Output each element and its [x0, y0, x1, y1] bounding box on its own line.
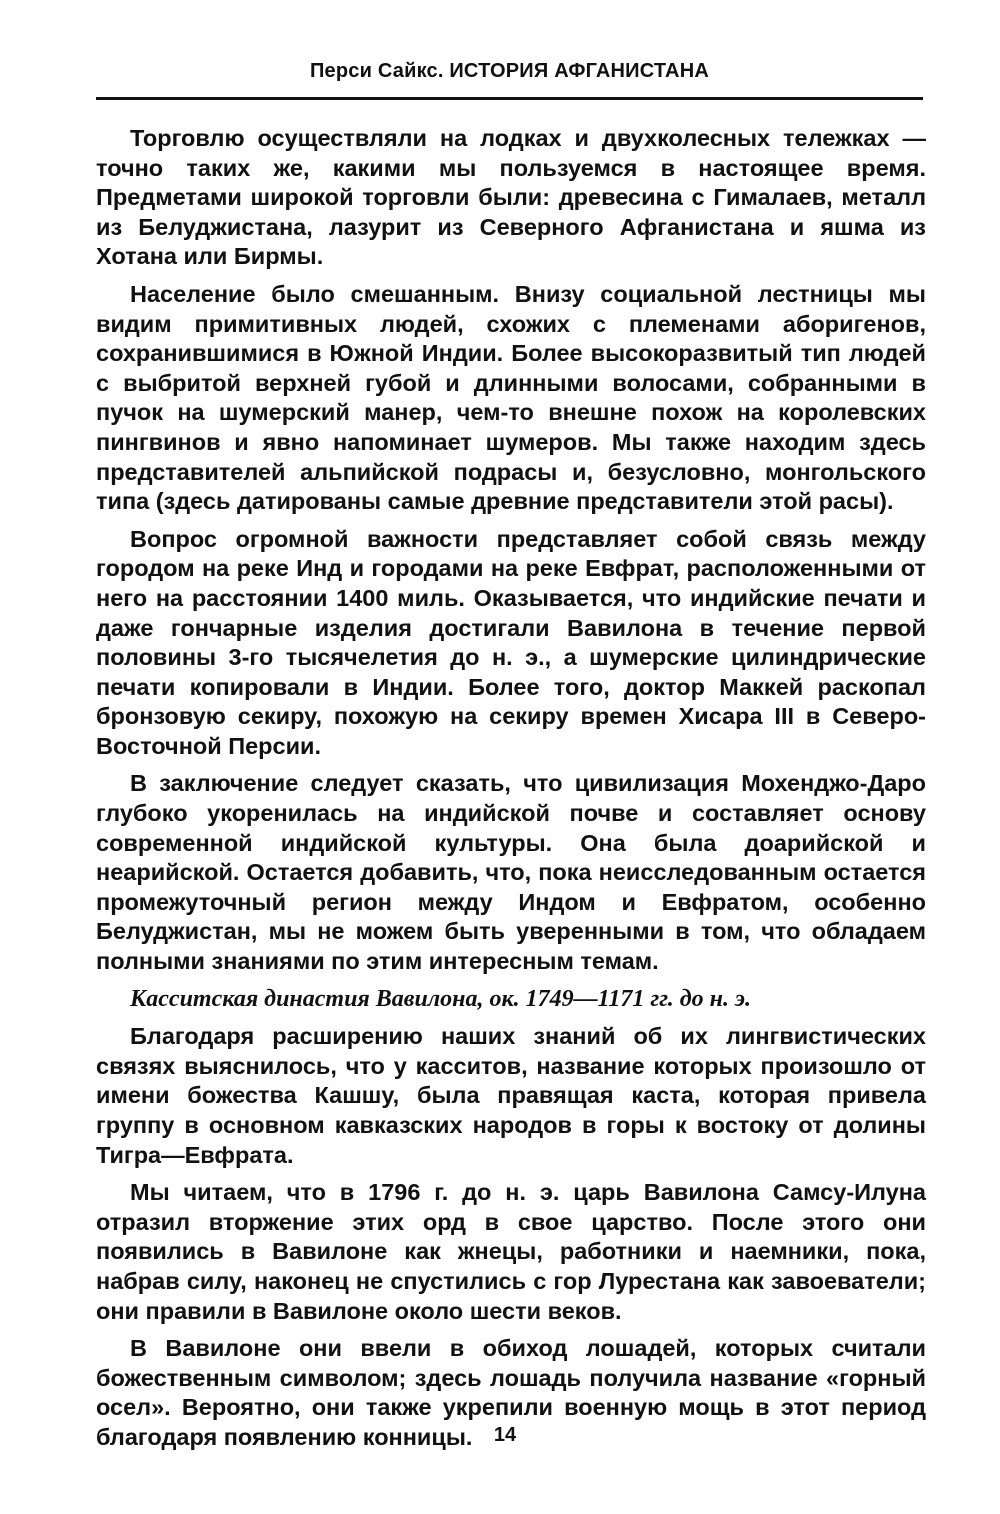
paragraph-horses: В Вавилоне они ввели в обиход лошадей, которых считали божественным символом; здесь лошадь получила название «горный осел». Вероятно, они также укрепили военную мощь в этот период благодаря появлению конницы. — [96, 1335, 926, 1450]
paragraph-indus-euphrates: Вопрос огромной важности представляет собой связь между городом на реке Инд и городами на реке Евфрат, расположенными от него на расстоянии 1400 миль. Оказывается, что индийские печати и даже гончарные изделия достигали Вавилона в течение первой половины 3-го тысячелетия до н. э., а шумерские цилиндрические печати копировали в Индии. Более того, доктор Маккей раскопал бронзовую секиру, похожую на секиру времен Хисара III в Северо-Восточной Персии. — [96, 525, 926, 759]
section-heading: Касситская династия Вавилона, ок. 1749—1171 гг. до н. э. — [130, 985, 751, 1012]
paragraph-population: Население было смешанным. Внизу социальной лестницы мы видим примитивных людей, схожих с племенами аборигенов, сохранившимися в Южной Индии. Более высокоразвитый тип людей с выбритой верхней губой и длинными волосами, собранными в пучок на шумерский манер, чем-то внешне похож на королевских пингвинов и явно напоминает шумеров. Мы также находим здесь представителей альпийской подрасы и, безусловно, монгольского типа (здесь датированы самые древние представители этой расы). — [96, 280, 926, 515]
paragraph-samsu-iluna: Мы читаем, что в 1796 г. до н. э. царь Вавилона Самсу-Илуна отразил вторжение этих орд в свое царство. После этого они появились в Вавилоне как жнецы, работники и наемники, пока, набрав силу, наконец не спустились с гор Лурестана как завоеватели; они правили в Вавилоне около шести веков. — [96, 1179, 926, 1324]
running-header: Перси Сайкс. ИСТОРИЯ АФГАНИСТАНА — [309, 60, 709, 82]
header-rule — [96, 97, 923, 100]
main-text — [96, 124, 926, 1461]
paragraph-kassites-origin: Благодаря расширению наших знаний об их лингвистических связях выяснилось, что у касситов, название которых произошло от имени божества Кашшу, была правящая каста, которая привела группу в основном кавказских народов в горы к востоку от долины Тигра—Евфрата. — [96, 1023, 926, 1168]
paragraph-trade: Торговлю осуществляли на лодках и двухколесных тележках — точно таких же, какими мы пользуемся в настоящее время. Предметами широкой торговли были: древесина с Гималаев, металл из Белуджистана, лазурит из Северного Афганистана и яшма из Хотана или Бирмы. — [96, 125, 926, 270]
paragraph-conclusion: В заключение следует сказать, что цивилизация Мохенджо-Даро глубоко укоренилась на индийской почве и составляет основу современной индийской культуры. Она была доарийской и неарийской. Остается добавить, что, пока неисследованным остается промежуточный регион между Индом и Евфратом, особенно Белуджистан, мы не можем быть уверенными в том, что обладаем полными знаниями по этим интересным темам. — [96, 770, 926, 975]
page-number: 14 — [493, 1424, 517, 1446]
